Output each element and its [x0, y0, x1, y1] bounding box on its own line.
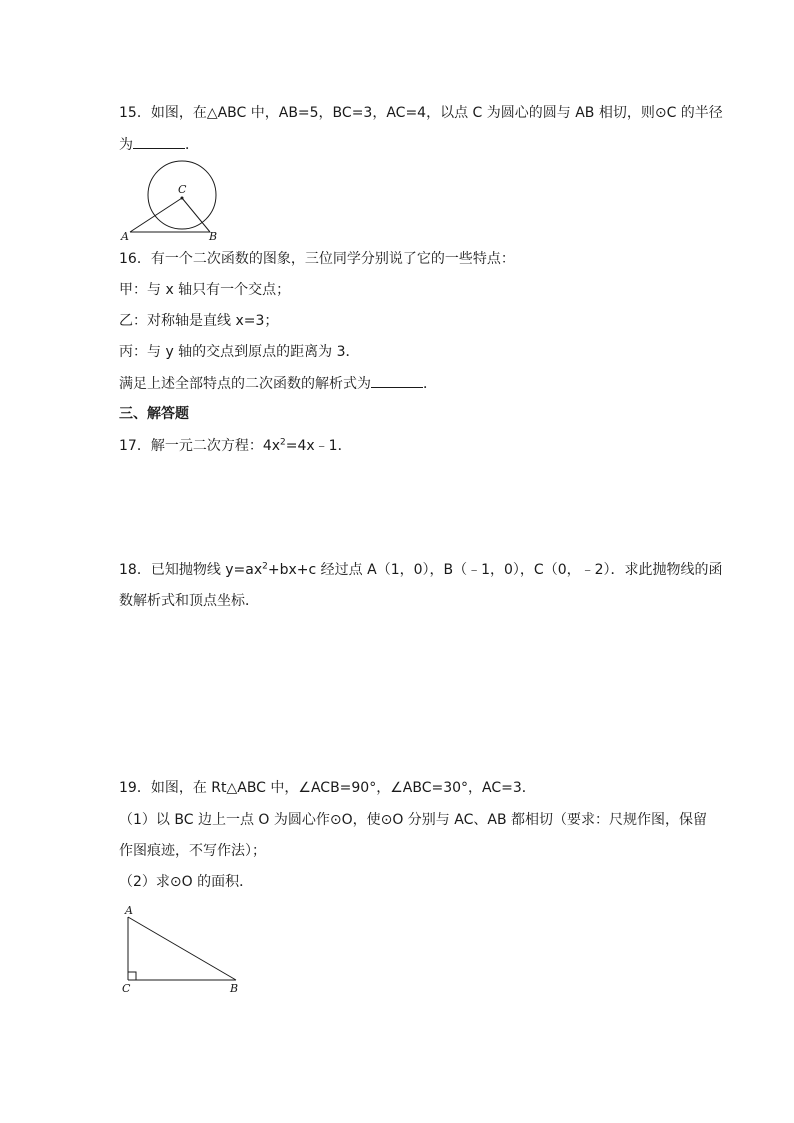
- q19-segment-ab: [128, 917, 236, 980]
- q16-question-suffix: ．: [423, 376, 437, 392]
- q15-label-c: C: [178, 183, 187, 196]
- q15-segment-ac: [130, 198, 182, 232]
- q16-stem: 16．有一个二次函数的图象，三位同学分别说了它的一些特点：: [119, 251, 515, 267]
- q18-line1: [119, 560, 723, 580]
- q17-text: [119, 436, 352, 456]
- q16-question: [119, 373, 437, 394]
- q18-superscript: 2: [262, 561, 268, 572]
- q15-line1: 15．如图，在△ABC 中，AB=5，BC=3，AC=4，以点 C 为圆心的圆与 AB 相切，则⊙C 的半径: [119, 105, 723, 121]
- q16-statement-yi: 乙：对称轴是直线 x=3；: [119, 313, 279, 329]
- q15-line2-suffix: ．: [185, 137, 199, 153]
- q16-question-prefix: 满足上述全部特点的二次函数的解析式为: [119, 376, 371, 392]
- q17-superscript: 2: [280, 437, 286, 448]
- q15-label-a: A: [121, 230, 129, 243]
- q15-line2: [119, 134, 199, 155]
- q16-statement-bing: 丙：与 y 轴的交点到原点的距离为 3．: [119, 344, 360, 360]
- q15-figure: [118, 160, 228, 242]
- q19-part1-line2: 作图痕迹，不写作法）；: [119, 843, 266, 859]
- q19-stem: 19．如图，在 Rt△ABC 中，∠ACB=90°，∠ABC=30°，AC=3．: [119, 780, 536, 796]
- q19-right-angle-mark: [128, 972, 136, 980]
- q19-figure: [118, 902, 248, 994]
- q17-prefix: 17．解一元二次方程：4x: [119, 438, 281, 454]
- q19-label-b: B: [230, 982, 239, 995]
- q17-suffix: =4x﹣1．: [285, 438, 352, 454]
- q15-point-c: [181, 197, 184, 200]
- q16-answer-blank: [371, 373, 423, 388]
- q19-part1-line1: （1）以 BC 边上一点 O 为圆心作⊙O，使⊙O 分别与 AC、AB 都相切（要求：尺规作图，保留: [119, 812, 707, 828]
- q19-part2: （2）求⊙O 的面积．: [119, 874, 254, 890]
- q16-statement-jia: 甲：与 x 轴只有一个交点；: [119, 282, 291, 298]
- q15-answer-blank: [133, 134, 185, 149]
- q15-line2-prefix: 为: [119, 137, 133, 153]
- section-title-answers: 三、解答题: [119, 406, 189, 422]
- q18-line2: 数解析式和顶点坐标．: [119, 593, 259, 609]
- q15-label-b: B: [209, 230, 218, 243]
- q18-prefix: 18．已知抛物线 y=ax: [119, 562, 263, 578]
- q19-label-a: A: [125, 904, 133, 917]
- q19-label-c: C: [122, 982, 131, 995]
- q18-suffix: +bx+c 经过点 A（1，0），B（﹣1，0），C（0，﹣2）．求此抛物线的函: [267, 562, 723, 578]
- q15-segment-bc: [182, 198, 210, 232]
